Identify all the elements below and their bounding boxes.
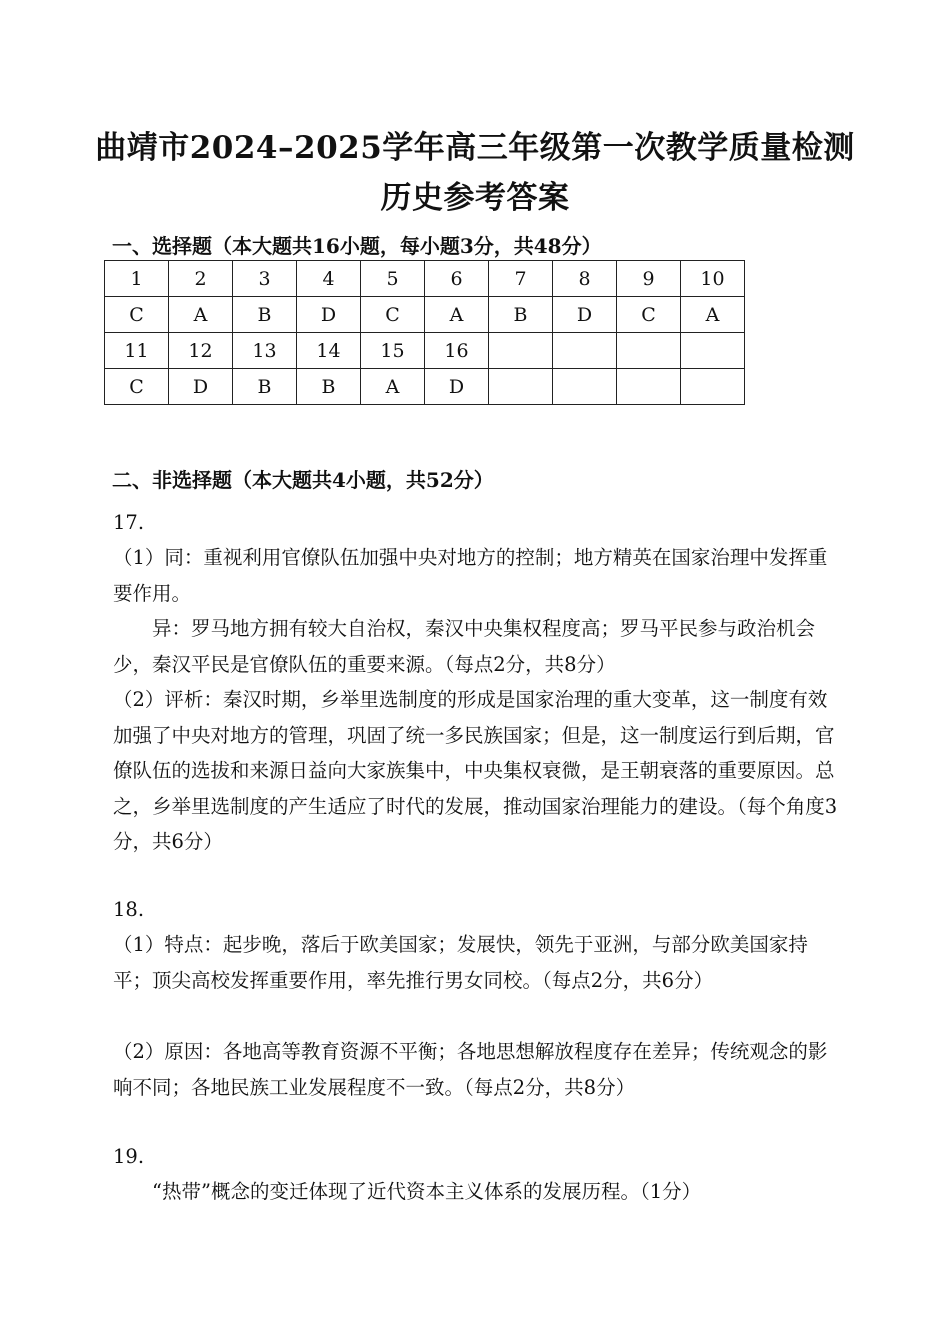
table-cell: A: [169, 297, 233, 333]
table-cell: 12: [169, 333, 233, 369]
table-row: [105, 333, 745, 369]
table-cell: C: [105, 297, 169, 333]
question-17-difference: 异：罗马地方拥有较大自治权，秦汉中央集权程度高；罗马平民参与政治机会少，秦汉平民是官僚队伍的重要来源。（每点2分，共8分）: [113, 617, 816, 676]
table-cell: 1: [105, 261, 169, 297]
table-cell: 8: [553, 261, 617, 297]
table-cell: A: [425, 297, 489, 333]
table-cell: D: [169, 369, 233, 405]
section-1-heading: 一、选择题（本大题共16小题，每小题3分，共48分）: [112, 234, 602, 258]
question-19-number: 19.: [113, 1145, 145, 1168]
table-cell: 13: [233, 333, 297, 369]
question-19-answer: “热带”概念的变迁体现了近代资本主义体系的发展历程。（1分）: [113, 1180, 702, 1203]
question-18-part-1: （1）特点：起步晚，落后于欧美国家；发展快，领先于亚洲，与部分欧美国家持平；顶尖高校发挥重要作用，率先推行男女同校。（每点2分，共6分）: [113, 933, 808, 992]
table-cell: B: [233, 297, 297, 333]
table-cell: A: [681, 297, 745, 333]
table-row: [105, 261, 745, 297]
table-cell: 11: [105, 333, 169, 369]
table-cell: 5: [361, 261, 425, 297]
table-cell: 10: [681, 261, 745, 297]
table-cell: 9: [617, 261, 681, 297]
question-17-part-2: （2）评析：秦汉时期，乡举里选制度的形成是国家治理的重大变革，这一制度有效加强了中央对地方的管理，巩固了统一多民族国家；但是，这一制度运行到后期，官僚队伍的选拔和来源日益向大家族集中，中央集权衰微，是王朝衰落的重要原因。总之，乡举里选制度的产生适应了时代的发展，推动国家治理能力的建设。（每个角度3分，共6分）: [113, 688, 838, 853]
table-cell: [617, 369, 681, 405]
question-18-number: 18.: [113, 898, 145, 921]
question-17-number: 17.: [113, 511, 145, 534]
table-cell: 16: [425, 333, 489, 369]
table-cell: A: [361, 369, 425, 405]
table-cell: C: [617, 297, 681, 333]
table-row: [105, 297, 745, 333]
table-cell: 2: [169, 261, 233, 297]
document-subtitle: 历史参考答案: [380, 180, 570, 216]
table-cell: [553, 369, 617, 405]
table-cell: C: [105, 369, 169, 405]
table-cell: B: [297, 369, 361, 405]
section-2-heading: 二、非选择题（本大题共4小题，共52分）: [112, 468, 494, 492]
table-cell: D: [297, 297, 361, 333]
table-row: [105, 369, 745, 405]
document-title: 曲靖市2024–2025学年高三年级第一次教学质量检测: [95, 130, 855, 166]
table-cell: [681, 369, 745, 405]
table-cell: [617, 333, 681, 369]
table-cell: [553, 333, 617, 369]
table-cell: 14: [297, 333, 361, 369]
question-18-part-2: （2）原因：各地高等教育资源不平衡；各地思想解放程度存在差异；传统观念的影响不同；各地民族工业发展程度不一致。（每点2分，共8分）: [113, 1040, 828, 1099]
table-cell: B: [233, 369, 297, 405]
table-cell: D: [553, 297, 617, 333]
table-cell: [681, 333, 745, 369]
question-17-part-1: （1）同：重视利用官僚队伍加强中央对地方的控制；地方精英在国家治理中发挥重要作用。: [113, 546, 828, 605]
table-cell: B: [489, 297, 553, 333]
answer-table: [104, 260, 745, 405]
table-cell: 4: [297, 261, 361, 297]
table-cell: [489, 333, 553, 369]
table-cell: [489, 369, 553, 405]
table-cell: 7: [489, 261, 553, 297]
table-cell: D: [425, 369, 489, 405]
table-cell: 3: [233, 261, 297, 297]
table-cell: C: [361, 297, 425, 333]
table-cell: 15: [361, 333, 425, 369]
table-cell: 6: [425, 261, 489, 297]
